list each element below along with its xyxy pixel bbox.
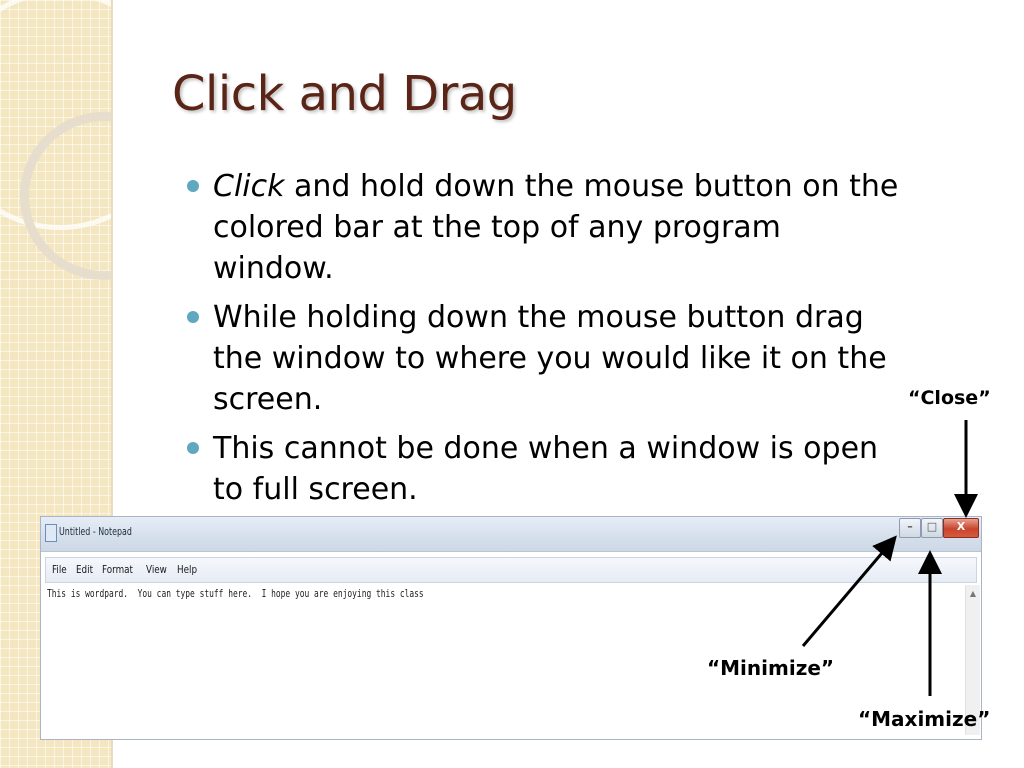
close-button[interactable] [943, 518, 979, 538]
bullet-item [183, 297, 903, 420]
bullet-text: and hold down the mouse button on the colored bar at the top of any program window. [213, 169, 899, 286]
minimize-button[interactable] [899, 518, 921, 538]
notepad-content: This is wordpard. You can type stuff here. I hope you are enjoying this class [47, 587, 424, 600]
maximize-button[interactable] [921, 518, 943, 538]
bullet-emphasis: Click [213, 169, 285, 204]
bullet-dot-icon [187, 442, 199, 454]
bullet-item [183, 166, 903, 289]
notepad-app-icon [45, 524, 57, 542]
notepad-window-title: Untitled - Notepad [59, 525, 132, 538]
minimize-callout-label: “Minimize” [707, 656, 835, 680]
menu-file[interactable]: File [52, 563, 67, 576]
bullet-dot-icon [187, 180, 199, 192]
close-icon: X [956, 520, 966, 533]
notepad-window [40, 516, 982, 740]
bullet-list [183, 166, 903, 518]
maximize-icon: □ [926, 520, 938, 533]
menu-help[interactable]: Help [176, 563, 198, 576]
maximize-callout-label: “Maximize” [858, 707, 991, 731]
bullet-dot-icon [187, 311, 199, 323]
bullet-text: While holding down the mouse button drag the window to where you would like it on the screen. [213, 300, 887, 417]
bullet-text: This cannot be done when a window is open to full screen. [213, 431, 879, 507]
slide-title: Click and Drag [172, 66, 517, 122]
menu-format[interactable]: Format [101, 563, 133, 576]
menu-edit[interactable]: Edit [75, 563, 93, 576]
bullet-item [183, 428, 903, 510]
menu-view[interactable]: View [145, 563, 167, 576]
close-callout-label: “Close” [908, 387, 991, 409]
notepad-menu-bar [45, 557, 977, 583]
notepad-title-bar[interactable] [41, 517, 981, 552]
minimize-icon: – [907, 520, 913, 533]
scroll-up-arrow-icon[interactable]: ▲ [969, 589, 977, 598]
